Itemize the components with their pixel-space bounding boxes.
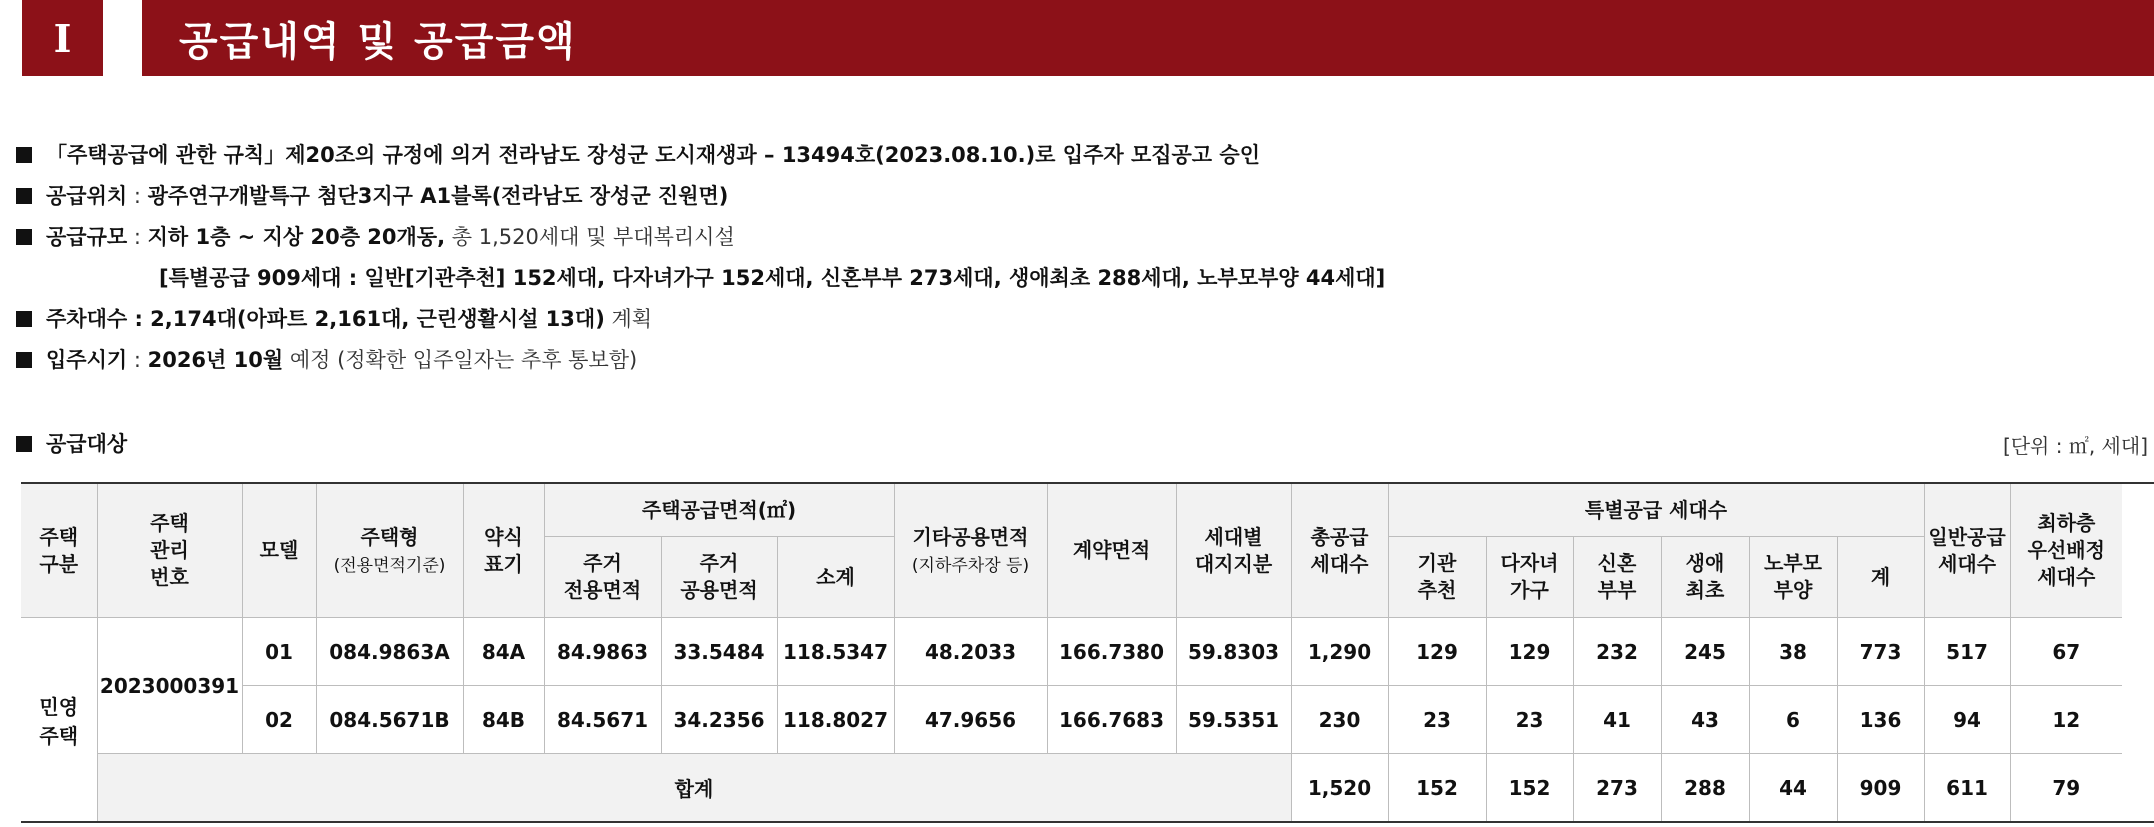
header-abbr bbox=[463, 483, 544, 618]
header-housing-type bbox=[21, 483, 97, 618]
header-subtext: (전용면적기준) bbox=[333, 555, 446, 576]
cell-elderly: 44 bbox=[1749, 754, 1837, 823]
header-area-exclusive bbox=[544, 537, 661, 618]
cell-land-share: 59.5351 bbox=[1176, 686, 1291, 754]
header-text: 주택 구분 bbox=[39, 524, 79, 576]
bullet-square-icon bbox=[16, 229, 32, 245]
location-label: 공급위치 bbox=[46, 184, 128, 208]
info-approval bbox=[16, 135, 1385, 176]
bullet-square-icon bbox=[16, 147, 32, 163]
parking-value: : 2,174대(아파트 2,161대, 근린생활시설 13대) bbox=[127, 307, 605, 331]
cell-lowest-floor: 12 bbox=[2010, 686, 2122, 754]
header-sp-total bbox=[1837, 537, 1924, 618]
page-title: 공급내역 및 공급금액 bbox=[179, 18, 577, 65]
header-text: 약식 표기 bbox=[484, 524, 523, 576]
scale-separator: : bbox=[127, 225, 148, 249]
cell-abbr: 84A bbox=[463, 618, 544, 686]
section-number: I bbox=[53, 15, 72, 61]
header-area-group bbox=[544, 483, 894, 537]
cell-exclusive: 84.9863 bbox=[544, 618, 661, 686]
header-text: 계약면적 bbox=[1072, 538, 1151, 562]
header-text: 생애 최초 bbox=[1685, 551, 1725, 602]
cell-agency: 129 bbox=[1388, 618, 1486, 686]
bullet-square-icon bbox=[16, 311, 32, 327]
header-land-share bbox=[1176, 483, 1291, 618]
supply-target-heading bbox=[16, 428, 127, 458]
cell-common: 34.2356 bbox=[661, 686, 777, 754]
cell-agency: 152 bbox=[1388, 754, 1486, 823]
special-supply-breakdown: [특별공급 909세대 : 일반[기관추천] 152세대, 다자녀가구 152세대, 신혼부부 273세대, 생애최초 288세대, 노부모부양 44세대] bbox=[159, 266, 1386, 290]
parking-label: 주차대수 bbox=[46, 307, 128, 331]
header-text: 모델 bbox=[259, 538, 299, 562]
cell-total-supply: 230 bbox=[1291, 686, 1388, 754]
bullet-square-icon bbox=[16, 188, 32, 204]
cell-subtotal: 118.8027 bbox=[777, 686, 894, 754]
header-other-common bbox=[894, 483, 1047, 618]
section-title-bar bbox=[142, 0, 2154, 76]
cell-firsttime: 43 bbox=[1661, 686, 1749, 754]
header-text: 주거 공용면적 bbox=[680, 551, 758, 602]
header-text: 세대별 대지지분 bbox=[1194, 524, 1273, 576]
location-value: 광주연구개발특구 첨단3지구 A1블록(전라남도 장성군 진원면) bbox=[147, 184, 729, 208]
cell-other-common: 48.2033 bbox=[894, 618, 1047, 686]
header-text: 최하층 우선배정 세대수 bbox=[2027, 511, 2105, 589]
cell-model: 01 bbox=[242, 618, 316, 686]
movein-separator: : bbox=[127, 348, 148, 372]
cell-newlywed: 273 bbox=[1573, 754, 1661, 823]
total-label-text: 합계 bbox=[674, 777, 714, 801]
cell-general: 94 bbox=[1924, 686, 2010, 754]
movein-date: 2026년 10월 bbox=[147, 348, 284, 372]
cell-land-share: 59.8303 bbox=[1176, 618, 1291, 686]
scale-value: 지하 1층 ~ 지상 20층 20개동, bbox=[147, 225, 446, 249]
scale-value-detail: 총 1,520세대 및 부대복리시설 bbox=[445, 225, 735, 249]
header-text: 계 bbox=[1870, 564, 1891, 589]
cell-elderly: 38 bbox=[1749, 618, 1837, 686]
location-separator: : bbox=[127, 184, 148, 208]
cell-newlywed: 41 bbox=[1573, 686, 1661, 754]
cell-firsttime: 288 bbox=[1661, 754, 1749, 823]
header-area-subtotal bbox=[777, 537, 894, 618]
table-row bbox=[21, 618, 2154, 686]
supply-target-title: 공급대상 bbox=[46, 432, 128, 456]
header-sp-firsttime bbox=[1661, 537, 1749, 618]
cell-general: 611 bbox=[1924, 754, 2010, 823]
cell-special-total: 773 bbox=[1837, 618, 1924, 686]
cell-multichild: 23 bbox=[1486, 686, 1573, 754]
header-unit-type bbox=[316, 483, 463, 618]
info-scale bbox=[16, 217, 1385, 258]
header-contract-area bbox=[1047, 483, 1176, 618]
header-subtext: (지하주차장 등) bbox=[911, 555, 1030, 576]
approval-text: 「주택공급에 관한 규칙」제20조의 규정에 의거 전라남도 장성군 도시재생과 – 13494호(2023.08.10.)로 입주자 모집공고 승인 bbox=[46, 143, 1260, 167]
header-total-supply bbox=[1291, 483, 1388, 618]
cell-general: 517 bbox=[1924, 618, 2010, 686]
cell-text: 민영 주택 bbox=[39, 694, 79, 748]
cell-contract: 166.7380 bbox=[1047, 618, 1176, 686]
cell-exclusive: 84.5671 bbox=[544, 686, 661, 754]
header-sp-elderly bbox=[1749, 537, 1837, 618]
cell-lowest-floor: 67 bbox=[2010, 618, 2122, 686]
movein-label: 입주시기 bbox=[46, 348, 128, 372]
cell-other-common: 47.9656 bbox=[894, 686, 1047, 754]
header-text: 기타공용면적 bbox=[912, 524, 1029, 549]
supply-table bbox=[21, 482, 2154, 823]
cell-total-supply: 1,520 bbox=[1291, 754, 1388, 823]
cell-total-supply: 1,290 bbox=[1291, 618, 1388, 686]
scale-label: 공급규모 bbox=[46, 225, 128, 249]
cell-special-total: 136 bbox=[1837, 686, 1924, 754]
header-text: 주택공급면적(㎡) bbox=[641, 497, 797, 522]
header-text: 다자녀 가구 bbox=[1500, 551, 1559, 602]
bullet-square-icon bbox=[16, 352, 32, 368]
header-text: 노부모 부양 bbox=[1764, 551, 1822, 602]
header-mgmt-no bbox=[97, 483, 242, 618]
cell-text: 2023000391 bbox=[99, 673, 240, 698]
cell-special-total: 909 bbox=[1837, 754, 1924, 823]
movein-note: 예정 (정확한 입주일자는 추후 통보함) bbox=[283, 348, 638, 372]
header-lowest-floor bbox=[2010, 483, 2122, 618]
header-special-group bbox=[1388, 483, 1924, 537]
parking-plan: 계획 bbox=[604, 307, 653, 331]
header-sp-agency bbox=[1388, 537, 1486, 618]
header-sp-multichild bbox=[1486, 537, 1573, 618]
info-special-supply bbox=[16, 258, 1385, 299]
cell-multichild: 152 bbox=[1486, 754, 1573, 823]
bullet-square-icon bbox=[16, 436, 32, 452]
header-text: 일반공급 세대수 bbox=[1928, 524, 2006, 576]
cell-newlywed: 232 bbox=[1573, 618, 1661, 686]
cell-housing-type bbox=[21, 618, 97, 823]
section-number-badge bbox=[22, 0, 103, 76]
header-text: 주택 관리 번호 bbox=[150, 511, 189, 589]
header-text: 총공급 세대수 bbox=[1310, 524, 1369, 576]
header-text: 주거 전용면적 bbox=[563, 551, 642, 602]
table-row bbox=[21, 686, 2154, 754]
header-text: 주택형 bbox=[360, 524, 419, 549]
header-general bbox=[1924, 483, 2010, 618]
table-total-row bbox=[21, 754, 2154, 823]
info-parking bbox=[16, 299, 1385, 340]
info-movein bbox=[16, 340, 1385, 381]
header-text: 소계 bbox=[816, 564, 855, 589]
cell-mgmt-no bbox=[97, 618, 242, 754]
header-text: 기관 추천 bbox=[1417, 551, 1457, 602]
cell-total-label bbox=[97, 754, 1291, 823]
cell-model: 02 bbox=[242, 686, 316, 754]
cell-common: 33.5484 bbox=[661, 618, 777, 686]
cell-lowest-floor: 79 bbox=[2010, 754, 2122, 823]
header-text: 신혼 부부 bbox=[1597, 551, 1637, 602]
cell-agency: 23 bbox=[1388, 686, 1486, 754]
info-location bbox=[16, 176, 1385, 217]
cell-unit-type: 084.9863A bbox=[316, 618, 463, 686]
header-sp-newlywed bbox=[1573, 537, 1661, 618]
cell-abbr: 84B bbox=[463, 686, 544, 754]
header-text: 특별공급 세대수 bbox=[1584, 497, 1728, 522]
header-area-common bbox=[661, 537, 777, 618]
cell-contract: 166.7683 bbox=[1047, 686, 1176, 754]
cell-unit-type: 084.5671B bbox=[316, 686, 463, 754]
header-model bbox=[242, 483, 316, 618]
cell-subtotal: 118.5347 bbox=[777, 618, 894, 686]
cell-multichild: 129 bbox=[1486, 618, 1573, 686]
cell-firsttime: 245 bbox=[1661, 618, 1749, 686]
unit-note: [단위 : ㎡, 세대] bbox=[2002, 434, 2148, 458]
cell-elderly: 6 bbox=[1749, 686, 1837, 754]
supply-info-list bbox=[16, 135, 1385, 381]
